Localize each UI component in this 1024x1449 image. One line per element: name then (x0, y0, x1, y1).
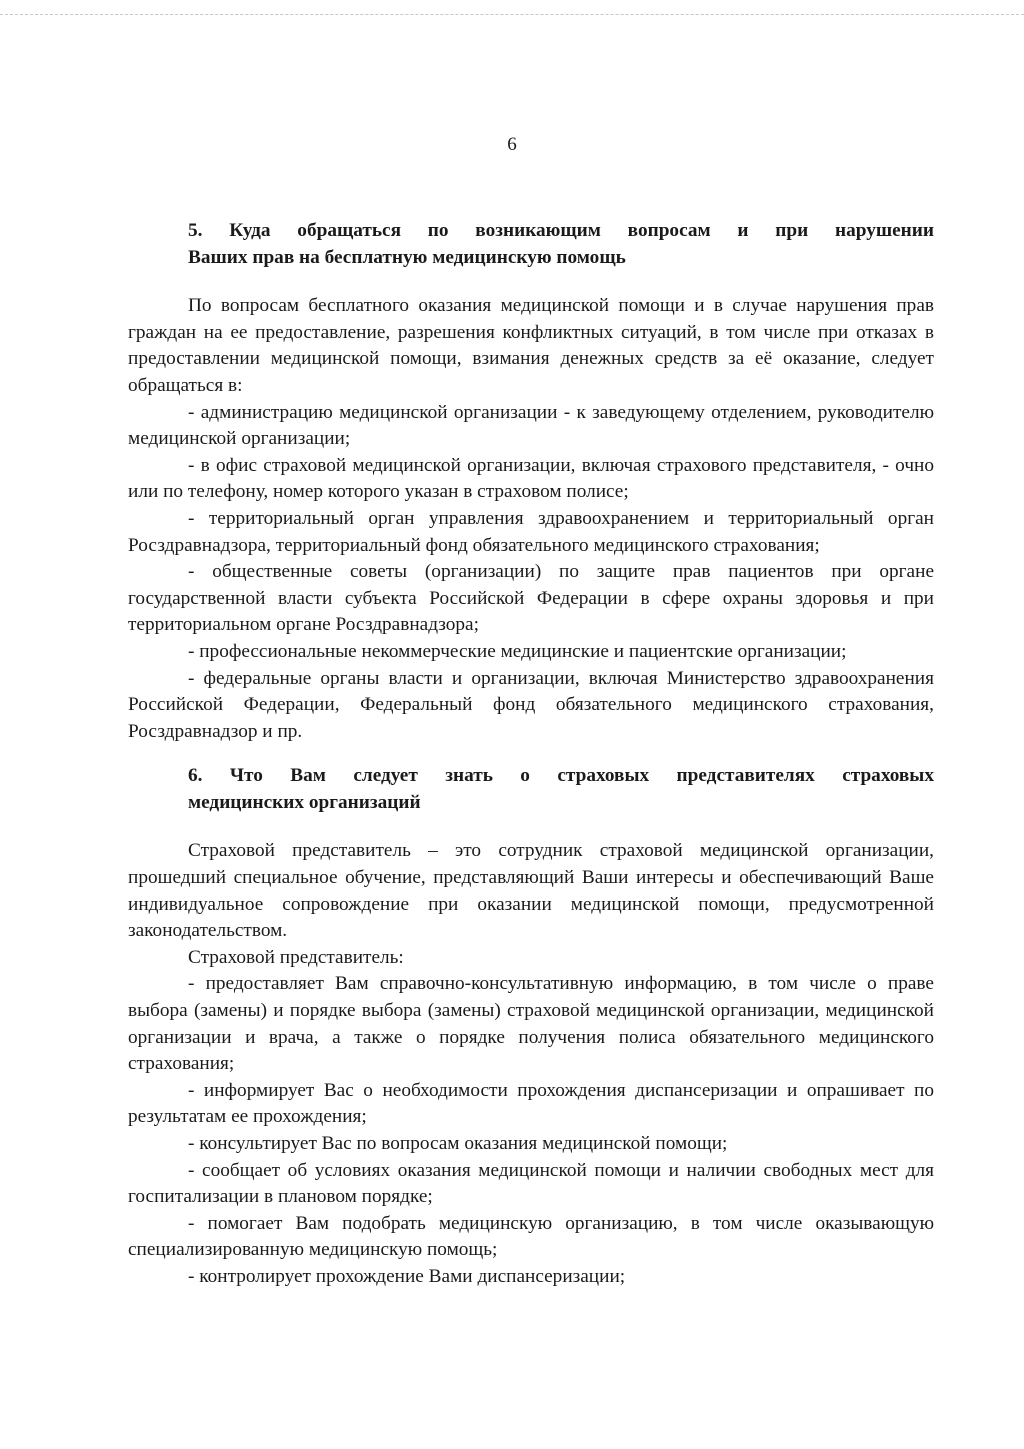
section-6-item: - предоставляет Вам справочно-консультативную информацию, в том числе о праве выбора (замены) и порядке выбора (замены) страховой медицинской организации, медицинской организации и врача, а также о порядке получения полиса обязательного медицинского страхования; (128, 973, 934, 1075)
section-5-item: - территориальный орган управления здравоохранением и территориальный орган Росздравнадзора, территориальный фонд обязательного медицинского страхования; (128, 507, 934, 556)
scan-edge-line (0, 14, 1024, 15)
page-number: 6 (507, 134, 517, 155)
section-5-intro: По вопросам бесплатного оказания медицинской помощи и в случае нарушения прав граждан на ее предоставление, разрешения конфликтных ситуаций, в том числе при отказах в предоставлении медицинской помощи, взимания денежных средств за её оказание, следует обращаться в: (128, 295, 934, 396)
section-6-item: - консультирует Вас по вопросам оказания медицинской помощи; (188, 1133, 728, 1154)
section-5-heading-line-1: 5. Куда обращаться по возникающим вопросам и при нарушении (188, 220, 934, 241)
section-6-subheading: Страховой представитель: (188, 946, 404, 968)
section-6-heading-line-2: медицинских организаций (188, 791, 421, 813)
section-6-item: - сообщает об условиях оказания медицинской помощи и наличии свободных мест для госпитализации в плановом порядке; (128, 1159, 934, 1208)
section-5-heading-line-2: Ваших прав на бесплатную медицинскую помощь (188, 246, 626, 268)
section-5-item: - федеральные органы власти и организации, включая Министерство здравоохранения Российской Федерации, Федеральный фонд обязательного медицинского страхования, Росздравнадзор и пр. (128, 667, 934, 742)
section-6-item: - информирует Вас о необходимости прохождения диспансеризации и опрашивает по результатам ее прохождения; (128, 1079, 934, 1128)
section-5-heading (128, 218, 934, 271)
section-5-item: - общественные советы (организации) по защите прав пациентов при органе государственной власти субъекта Российской Федерации в сфере охраны здоровья и при территориальном органе Росздравнадзора; (128, 561, 934, 636)
section-6-heading (128, 763, 934, 816)
section-6-heading-line-1: 6. Что Вам следует знать о страховых представителях страховых (188, 765, 934, 787)
section-spacer (128, 745, 934, 763)
document-body (128, 218, 934, 1291)
section-6-item: - помогает Вам подобрать медицинскую организацию, в том числе оказывающую специализированную медицинскую помощь; (128, 1212, 934, 1261)
section-5-item: - профессиональные некоммерческие медицинские и пациентские организации; (188, 640, 847, 662)
section-5-item: - в офис страховой медицинской организации, включая страхового представителя, - очно или по телефону, номер которого указан в страховом полисе; (128, 454, 934, 503)
section-6-intro: Страховой представитель – это сотрудник страховой медицинской организации, прошедший специальное обучение, представляющий Ваши интересы и обеспечивающий Ваше индивидуальное сопровождение при оказании медицинской помощи, предусмотренной законодательством. (128, 840, 934, 942)
section-6-item: - контролирует прохождение Вами диспансеризации; (188, 1265, 626, 1287)
section-5-item: - администрацию медицинской организации - к заведующему отделением, руководителю медицинской организации; (128, 401, 934, 450)
